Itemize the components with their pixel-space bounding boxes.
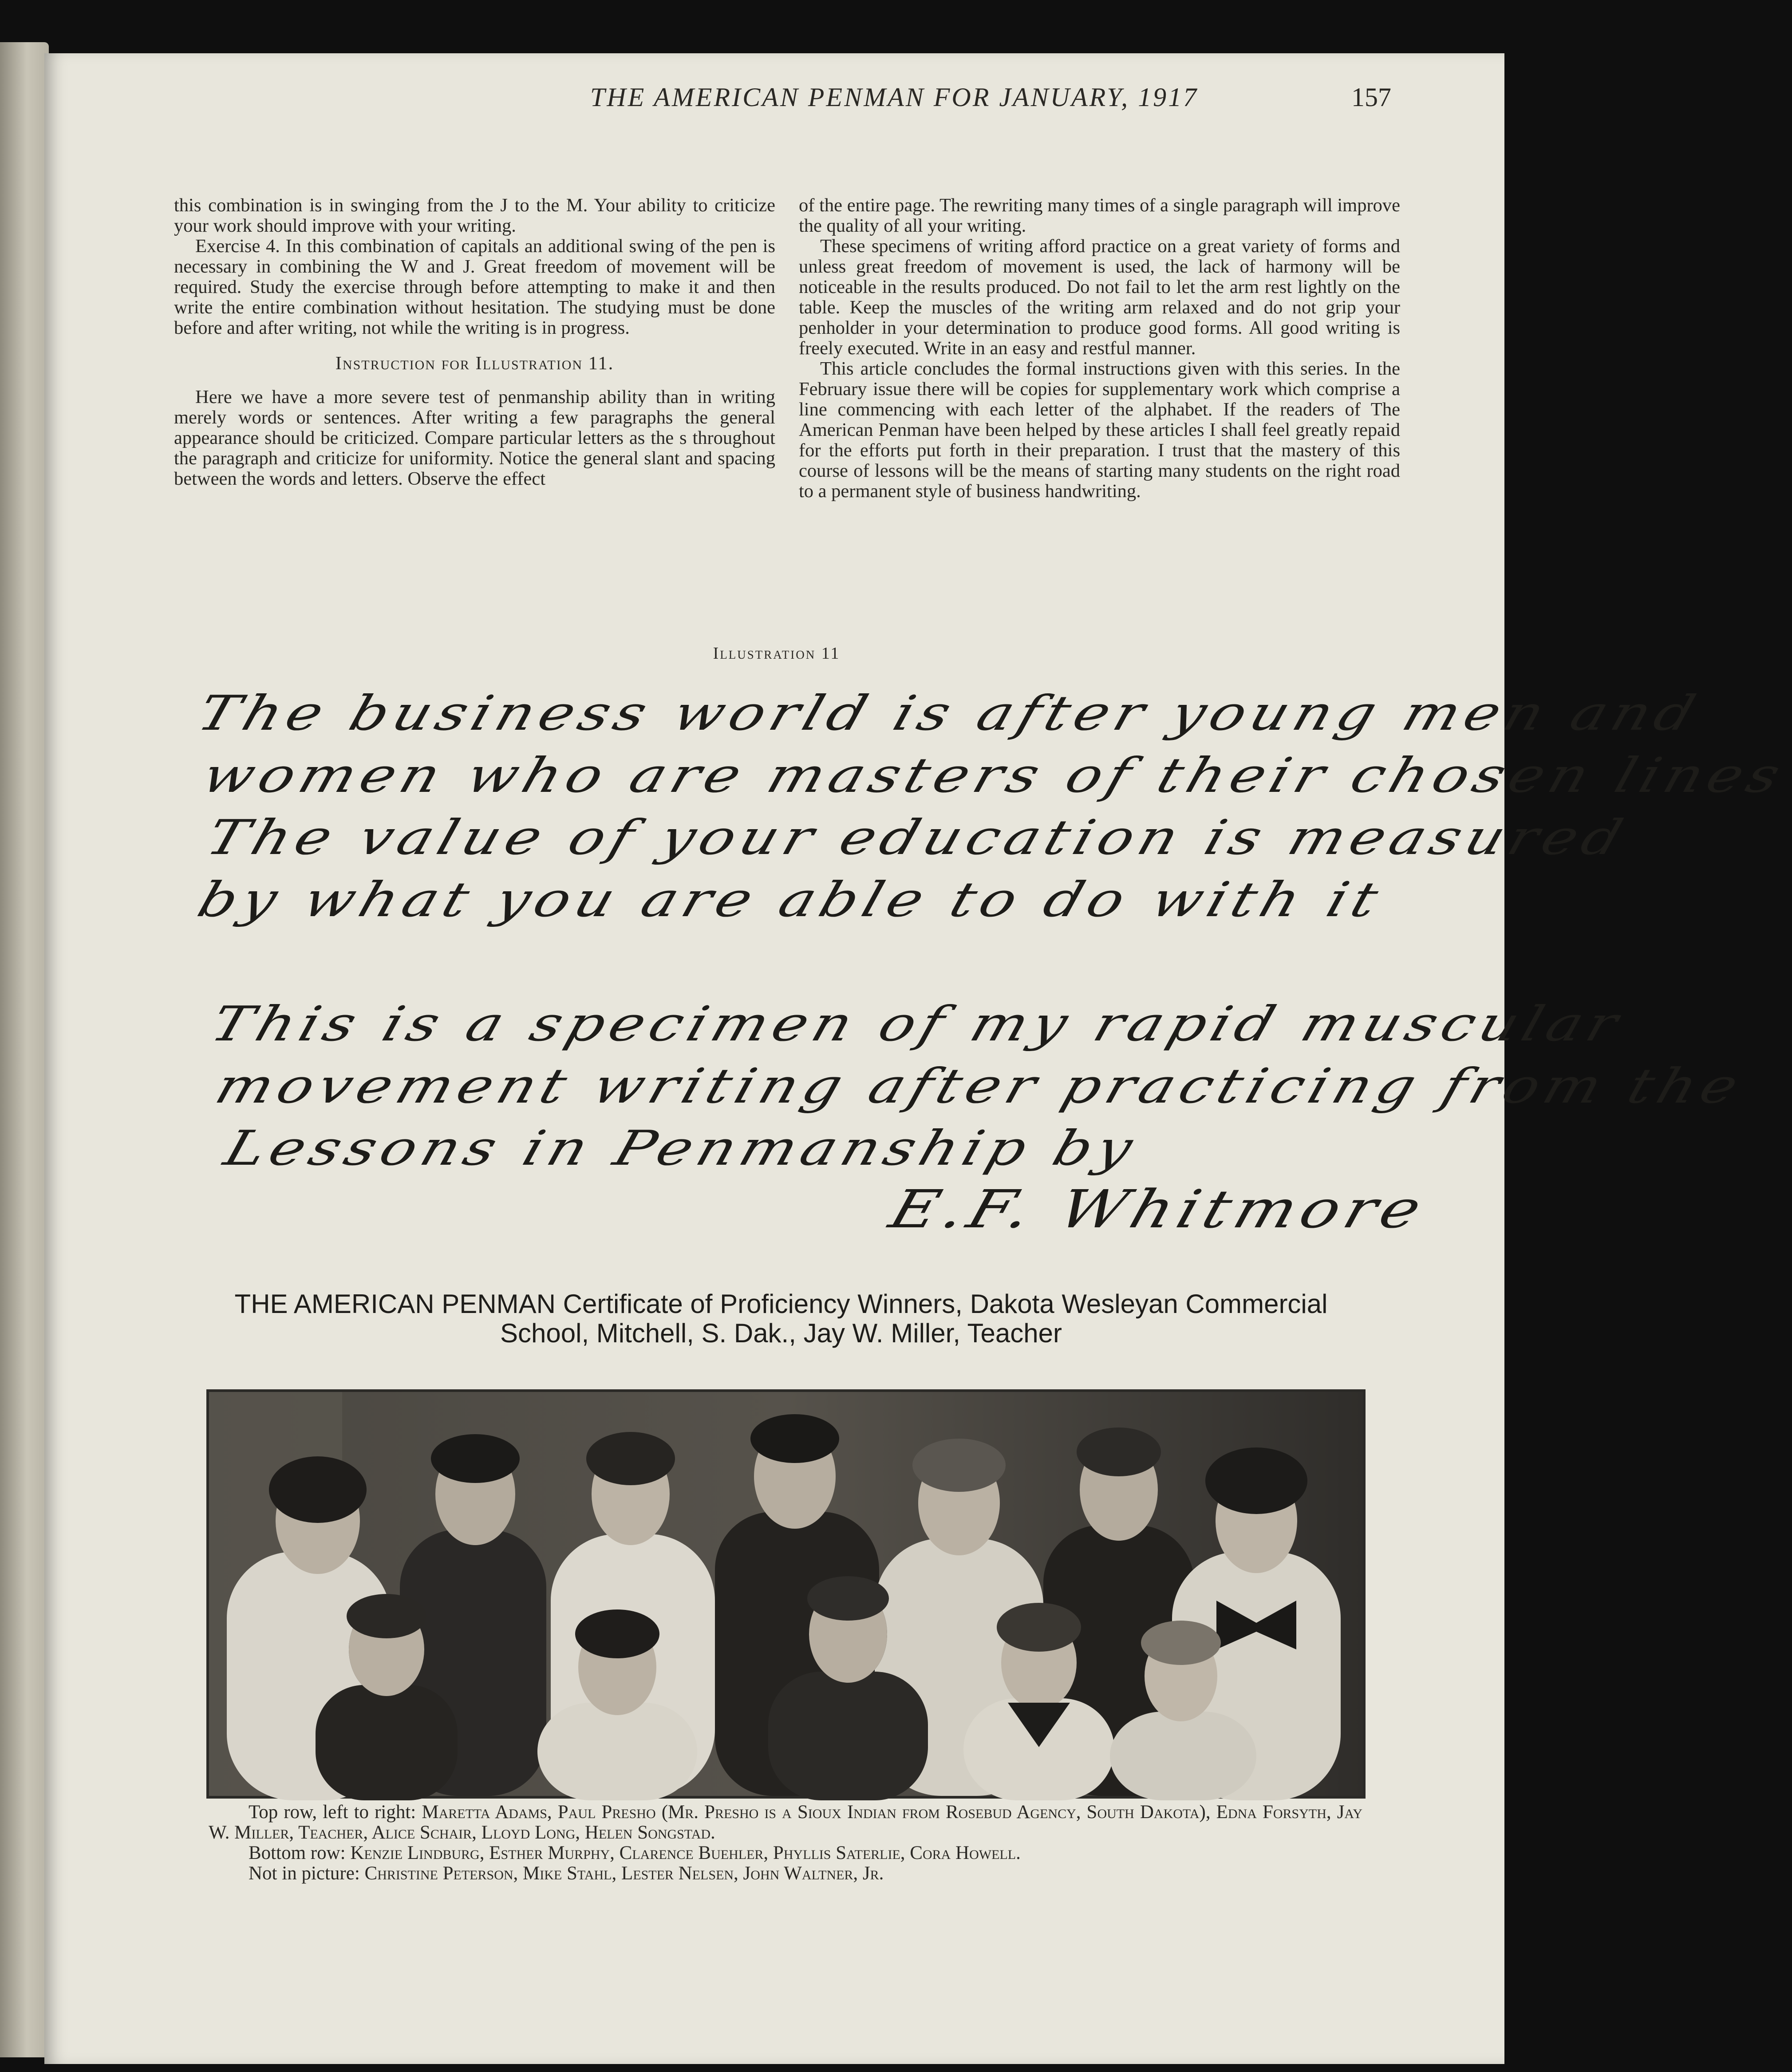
handwriting-line: movement writing after practicing from the — [209, 1059, 1750, 1114]
handwriting-line: The business world is after young men and — [191, 686, 1707, 741]
running-head: THE AMERICAN PENMAN FOR JANUARY, 1917 — [590, 83, 1199, 112]
paragraph: of the entire page. The rewriting many times of a single paragraph will improve the quality of all your writing. — [799, 195, 1400, 236]
certificate-heading-line: THE AMERICAN PENMAN Certificate of Proficiency Winners, Dakota Wesleyan Commercial — [234, 1289, 1328, 1319]
handwriting-specimen — [186, 686, 1792, 1241]
handwriting-line: The value of your education is measured — [200, 810, 1634, 866]
caption-label: Bottom row: — [249, 1843, 346, 1863]
paragraph: Here we have a more severe test of penmanship ability than in writing merely words or sentences. After writing a few paragraphs the general appearance should be criticized. Compare particular letters as the s throughout the paragraph and criticize for uniformity. Notice the general slant and spacing between the words and letters. Observe the effect — [174, 387, 775, 489]
illustration-label: Illustration 11 — [713, 644, 841, 663]
facing-page-edge — [0, 42, 49, 2057]
section-subhead: Instruction for Illustration 11. — [335, 353, 614, 374]
handwritten-signature: E.F. Whitmore — [883, 1178, 1434, 1240]
group-photo-illustration — [209, 1392, 1363, 1796]
handwriting-line: Lessons in Penmanship by — [217, 1121, 1145, 1176]
handwriting-line: women who are masters of their chosen lines — [195, 748, 1792, 803]
caption-absent — [209, 1863, 1362, 1884]
caption-names: Christine Peterson, Mike Stahl, Lester Nelsen, John Waltner, Jr. — [364, 1863, 884, 1884]
photo-caption — [209, 1802, 1362, 1884]
caption-names: Kenzie Lindburg, Esther Murphy, Clarence Buehler, Phyllis Saterlie, Cora Howell. — [350, 1843, 1021, 1863]
right-column — [799, 195, 1400, 502]
paragraph: Exercise 4. In this combination of capitals an additional swing of the pen is necessary in combining the W and J. Great freedom of movement will be required. Study the exercise through before attempting to make it and then write the entire combination without hesitation. The studying must be done before and after writing, not while the writing is in progress. — [174, 236, 775, 338]
certificate-heading-line: School, Mitchell, S. Dak., Jay W. Miller, Teacher — [500, 1318, 1062, 1348]
handwriting-line: This is a specimen of my rapid muscular — [204, 996, 1630, 1052]
paragraph: This article concludes the formal instructions given with this series. In the February issue there will be copies for supplementary work which comprise a line commencing with each letter of the alphabet. If the readers of The American Penman have been helped by these articles I shall feel greatly repaid for the efforts put forth in their preparation. I trust that the mastery of this course of lessons will be the means of starting many students on the right road to a permanent style of business handwriting. — [799, 358, 1400, 502]
certificate-heading — [169, 1289, 1393, 1348]
group-photograph — [206, 1389, 1366, 1799]
caption-names: Maretta Adams, Paul Presho (Mr. Presho is a Sioux Indian from Rosebud Agency, South Dakota), Edna Forsyth, Jay W. Miller, Teacher, Alice Schair, Lloyd Long, Helen Songstad. — [209, 1802, 1363, 1843]
paragraph: this combination is in swinging from the J to the M. Your ability to criticize your work should improve with your writing. — [174, 195, 775, 236]
caption-bottom-row — [209, 1843, 1362, 1863]
caption-label: Not in picture: — [249, 1863, 360, 1884]
caption-top-row — [209, 1802, 1362, 1843]
caption-label: Top row, left to right: — [249, 1802, 416, 1823]
paragraph: These specimens of writing afford practice on a great variety of forms and unless great freedom of movement is used, the lack of harmony will be noticeable in the results produced. Do not fail to let the arm rest lightly on the table. Keep the muscles of the writing arm relaxed and do not grip your penholder in your determination to produce good forms. All good writing is freely executed. Write in an easy and restful manner. — [799, 236, 1400, 359]
handwriting-line: by what you are able to do with it — [191, 872, 1390, 928]
left-column — [174, 195, 775, 489]
page-number: 157 — [1351, 83, 1391, 112]
